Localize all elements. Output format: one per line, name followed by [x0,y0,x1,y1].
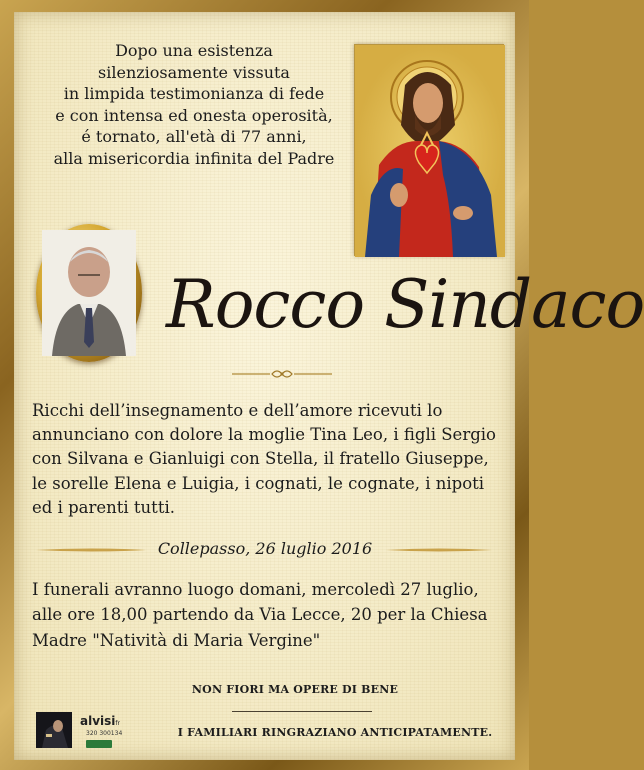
intro-line: e con intensa ed onesta operosità, [55,105,333,125]
intro-line: silenziosamente vissuta [98,62,290,82]
thanks-note: I FAMILIARI RINGRAZIANO ANTICIPATAMENTE. [177,726,493,739]
deceased-name-text: Rocco Sindaco [166,266,644,343]
funeral-line: alle ore 18,00 partendo da Via Lecce, 20 per la Chiesa [32,605,488,625]
divider-line [232,711,372,712]
agency-brand [80,714,120,728]
sacred-heart-icon [354,44,504,256]
portrait-frame [36,224,142,362]
funeral-line: I funerali avranno luogo domani, mercoledì 27 luglio, [32,580,479,599]
agency-logo-icon [36,712,72,748]
agency-brand-suffix: fr [115,720,120,727]
announcement-line: ed i parenti tutti. [32,497,175,517]
ornament-divider-icon [232,366,332,382]
intro-line: alla misericordia infinita del Padre [53,148,335,168]
agency-badge-icon [86,740,112,748]
intro-line: in limpida testimonianza di fede [63,84,325,104]
announcement-text [32,399,502,520]
intro-line: Dopo una esistenza [115,41,273,60]
agency-phone: 320 300134 [86,730,123,737]
intro-text [24,40,364,170]
announcement-line: le sorelle Elena e Luigia, i cognati, le cognate, i nipoti [32,473,485,493]
announcement-line: con Silvana e Gianluigi con Stella, il fratello Giuseppe, [32,449,489,469]
left-gold-rule [36,548,146,552]
announcement-line: Ricchi dell’insegnamento e dell’amore ricevuti lo [32,401,443,420]
announcement-line: annunciano con dolore la moglie Tina Leo, i figli Sergio [32,425,496,445]
funeral-info [32,577,502,653]
deceased-portrait [42,230,136,356]
deceased-name [166,250,644,360]
place-date: Collepasso, 26 luglio 2016 [157,539,373,558]
agency-brand-name: alvisi [80,714,116,728]
right-gold-rule [386,548,492,552]
intro-line: é tornato, all'età di 77 anni, [81,127,307,147]
no-flowers-note: NON FIORI MA OPERE DI BENE [191,683,399,696]
funeral-line: Madre "Natività di Maria Vergine" [32,630,321,650]
